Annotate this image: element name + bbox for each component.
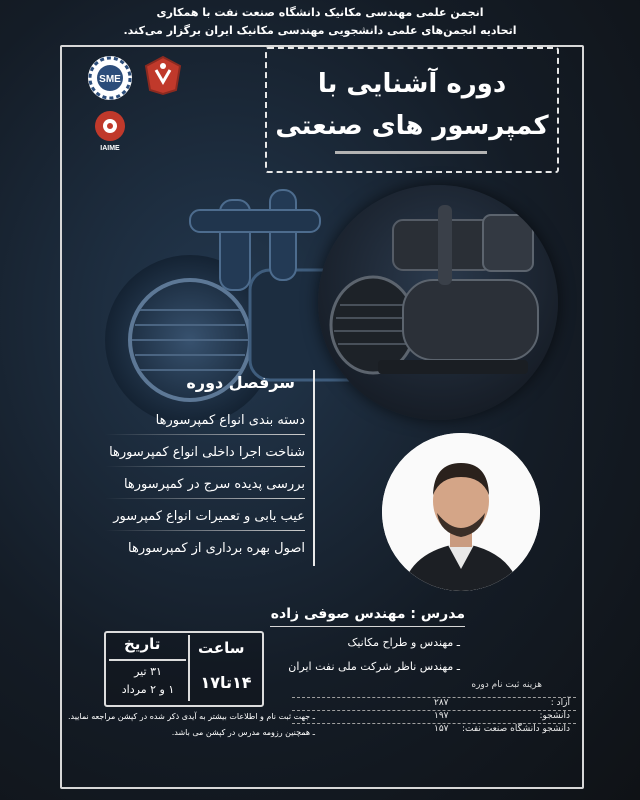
header-line-1: انجمن علمی مهندسی مکانیک دانشگاه صنعت نفت با همکاری [156, 6, 484, 19]
note-line: ـ جهت ثبت نام و اطلاعات بیشتر به آیدی ذکر شده در کپشن مراجعه نمایید. [68, 712, 315, 721]
fee-row [292, 697, 576, 710]
teacher-underline [270, 626, 465, 627]
sme-logo [88, 56, 132, 100]
topic-item: شناخت اجرا داخلی انواع کمپرسورها [109, 445, 305, 460]
fee-label: دانشجو: [539, 711, 570, 721]
header-line-2: اتحادیه انجمن‌های علمی دانشجویی مهندسی مکانیک ایران برگزار می‌کند. [123, 24, 517, 37]
fee-amount: ۱۵۷ [434, 724, 449, 734]
schedule-date-value: ۳۱ تیر [134, 665, 162, 678]
title-line-1: دوره آشنایی با [317, 69, 507, 99]
course-title-box [265, 47, 559, 173]
fee-amount: ۱۹۷ [434, 711, 449, 721]
schedule-time-label: ساعت [198, 639, 245, 657]
topic-divider [105, 434, 305, 435]
fee-label: آزاد : [550, 698, 570, 708]
fee-amount: ۲۸۷ [434, 698, 449, 708]
svg-text:IAIME: IAIME [100, 145, 120, 152]
schedule-header-line [109, 659, 186, 661]
title-line-2: کمپرسور های صنعتی [275, 111, 549, 141]
teacher-name: مدرس : مهندس صوفی زاده [270, 606, 465, 622]
schedule-divider [188, 635, 190, 701]
topic-item: بررسی پدیده سرج در کمپرسورها [123, 477, 305, 492]
note-line: ـ همچنین رزومه مدرس در کپشن می باشد. [171, 728, 315, 737]
topic-item: عیب یابی و تعمیرات انواع کمپرسور [113, 509, 305, 524]
svg-text:SME: SME [99, 74, 121, 85]
teacher-bio-line: ـ مهندس و طراح مکانیک [347, 636, 460, 649]
compressor-photo [318, 185, 558, 420]
schedule-time-value: ۱۴تا۱۷ [200, 673, 252, 692]
schedule-date-label: تاریخ [124, 635, 161, 653]
course-topics [90, 365, 315, 565]
schedule-date-value: ۱ و ۲ مرداد [121, 683, 175, 696]
teacher-portrait [382, 433, 540, 591]
registration-fees [292, 680, 582, 732]
iaime-logo [88, 108, 132, 152]
course-topics-heading: سرفصل دوره [186, 373, 295, 392]
teacher-bio-line: ـ مهندس ناظر شرکت ملی نفت ایران [288, 660, 460, 673]
topic-divider [105, 466, 305, 467]
shield-logo [140, 52, 186, 98]
fee-label: دانشجو دانشگاه صنعت نفت: [461, 724, 570, 734]
fee-row [292, 723, 576, 736]
schedule-table [104, 631, 264, 707]
topic-divider [105, 530, 305, 531]
topics-vertical-line [313, 370, 315, 566]
fee-row [292, 710, 576, 723]
topic-item: اصول بهره برداری از کمپرسورها [128, 541, 305, 556]
topic-divider [105, 498, 305, 499]
title-underline [335, 151, 487, 154]
fees-title: هزینه ثبت نام دوره [471, 680, 542, 690]
topic-item: دسته بندی انواع کمپرسورها [155, 413, 305, 428]
